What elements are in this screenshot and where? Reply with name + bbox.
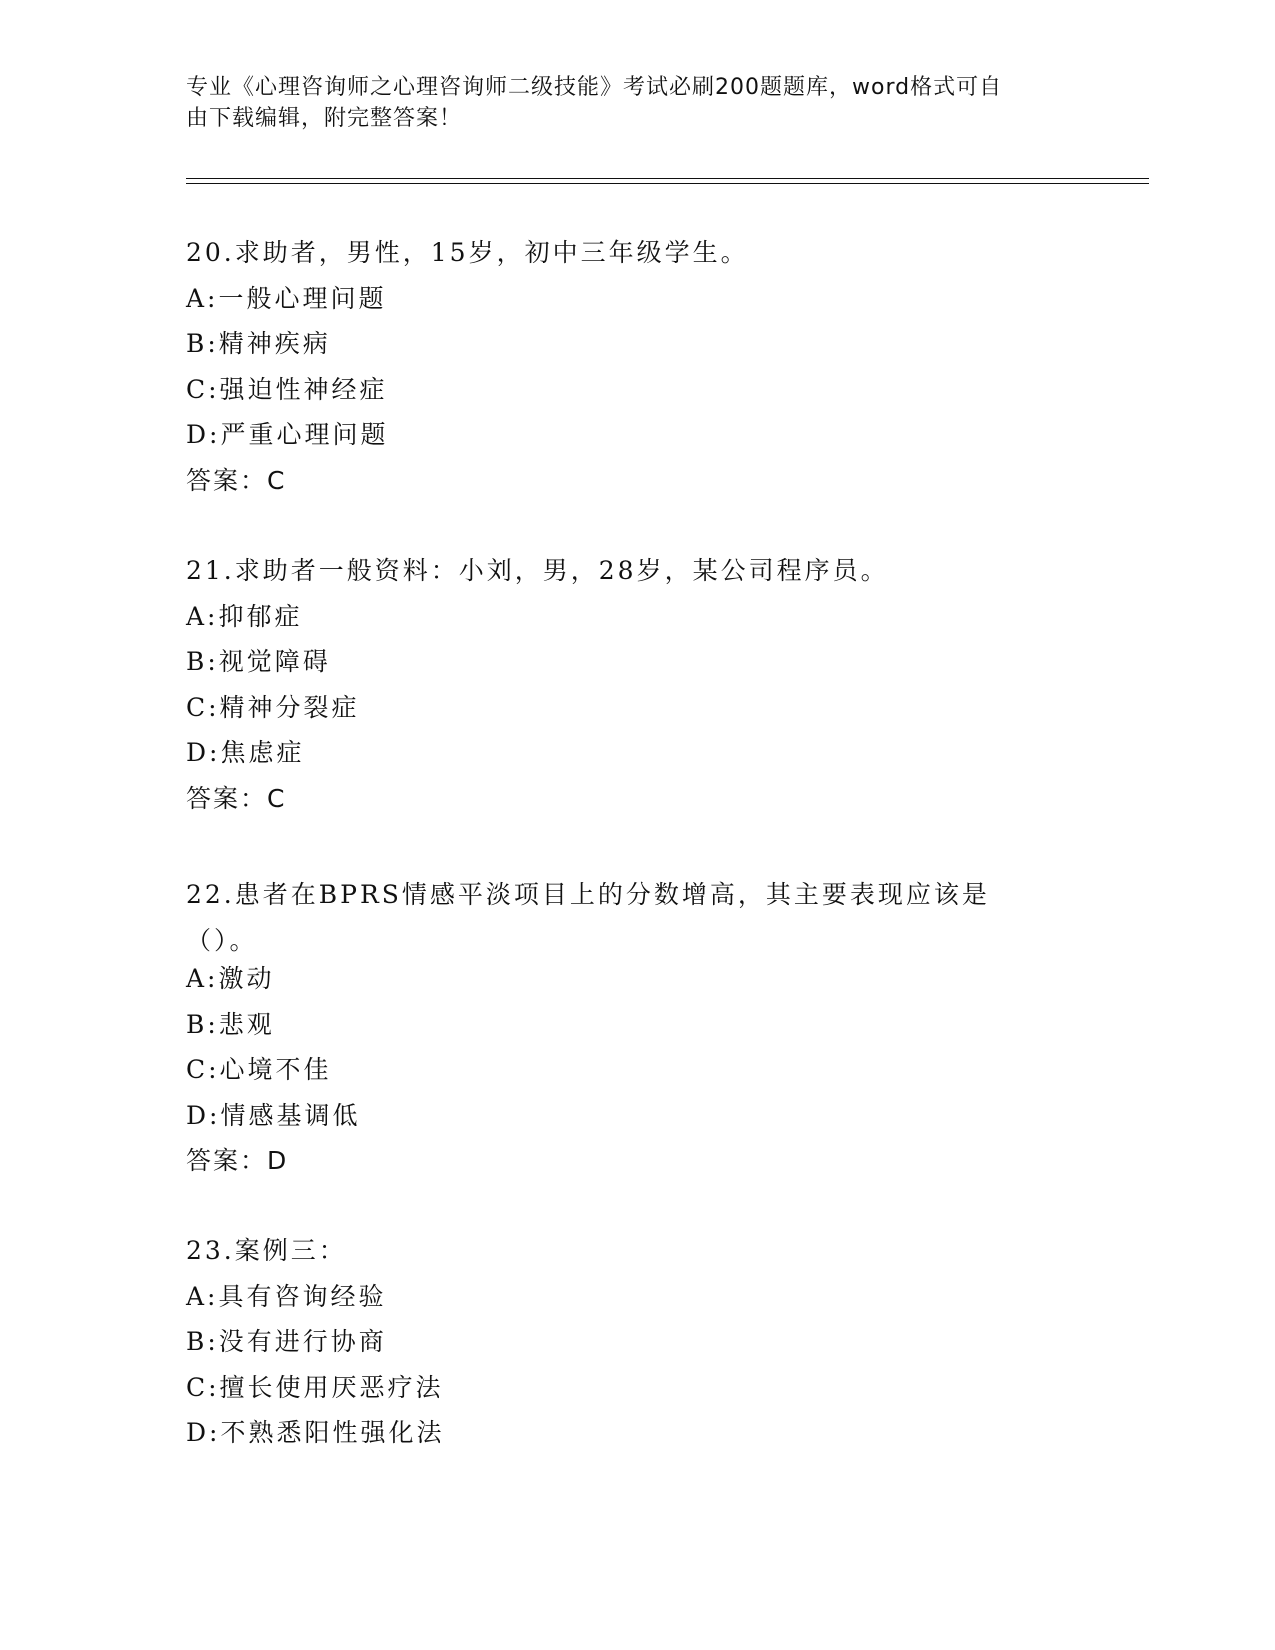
- option-b: B:视觉障碍: [186, 647, 331, 676]
- option-d: D:焦虑症: [186, 738, 305, 767]
- answer: 答案：C: [186, 465, 287, 495]
- header-divider-bottom: [186, 183, 1149, 184]
- option-c: C:擅长使用厌恶疗法: [186, 1372, 444, 1402]
- question-stem: 22.患者在BPRS情感平淡项目上的分数增高，其主要表现应该是（）。: [186, 880, 990, 955]
- question-20: [186, 238, 1086, 511]
- option-a: A:一般心理问题: [186, 283, 387, 313]
- option-a: A:具有咨询经验: [186, 1281, 387, 1311]
- question-stem: 20.求助者，男性，15岁，初中三年级学生。: [186, 238, 749, 267]
- option-b: B:精神疾病: [186, 329, 331, 358]
- question-21: [186, 556, 1086, 829]
- option-c: C:强迫性神经症: [186, 374, 388, 404]
- option-a: A:抑郁症: [186, 601, 303, 631]
- header-divider-top: [186, 178, 1149, 179]
- answer: 答案：C: [186, 783, 287, 813]
- question-stem: 21.求助者一般资料：小刘，男，28岁，某公司程序员。: [186, 556, 889, 585]
- option-a: A:激动: [186, 964, 275, 993]
- option-b: B:没有进行协商: [186, 1327, 387, 1356]
- answer: 答案：D: [186, 1146, 289, 1175]
- option-d: D:不熟悉阳性强化法: [186, 1418, 445, 1447]
- option-d: D:严重心理问题: [186, 420, 389, 449]
- document-header: [186, 72, 1086, 134]
- question-22: [186, 872, 1086, 1192]
- question-stem: 23.案例三：: [186, 1236, 347, 1265]
- option-b: B:悲观: [186, 1009, 275, 1039]
- question-23: [186, 1236, 1086, 1464]
- option-c: C:心境不佳: [186, 1055, 332, 1084]
- header-line-2: 由下载编辑，附完整答案！: [186, 106, 463, 131]
- header-line-1: 专业《心理咨询师之心理咨询师二级技能》考试必刷200题题库，word格式可自: [186, 75, 1003, 100]
- option-c: C:精神分裂症: [186, 692, 360, 722]
- option-d: D:情感基调低: [186, 1100, 361, 1130]
